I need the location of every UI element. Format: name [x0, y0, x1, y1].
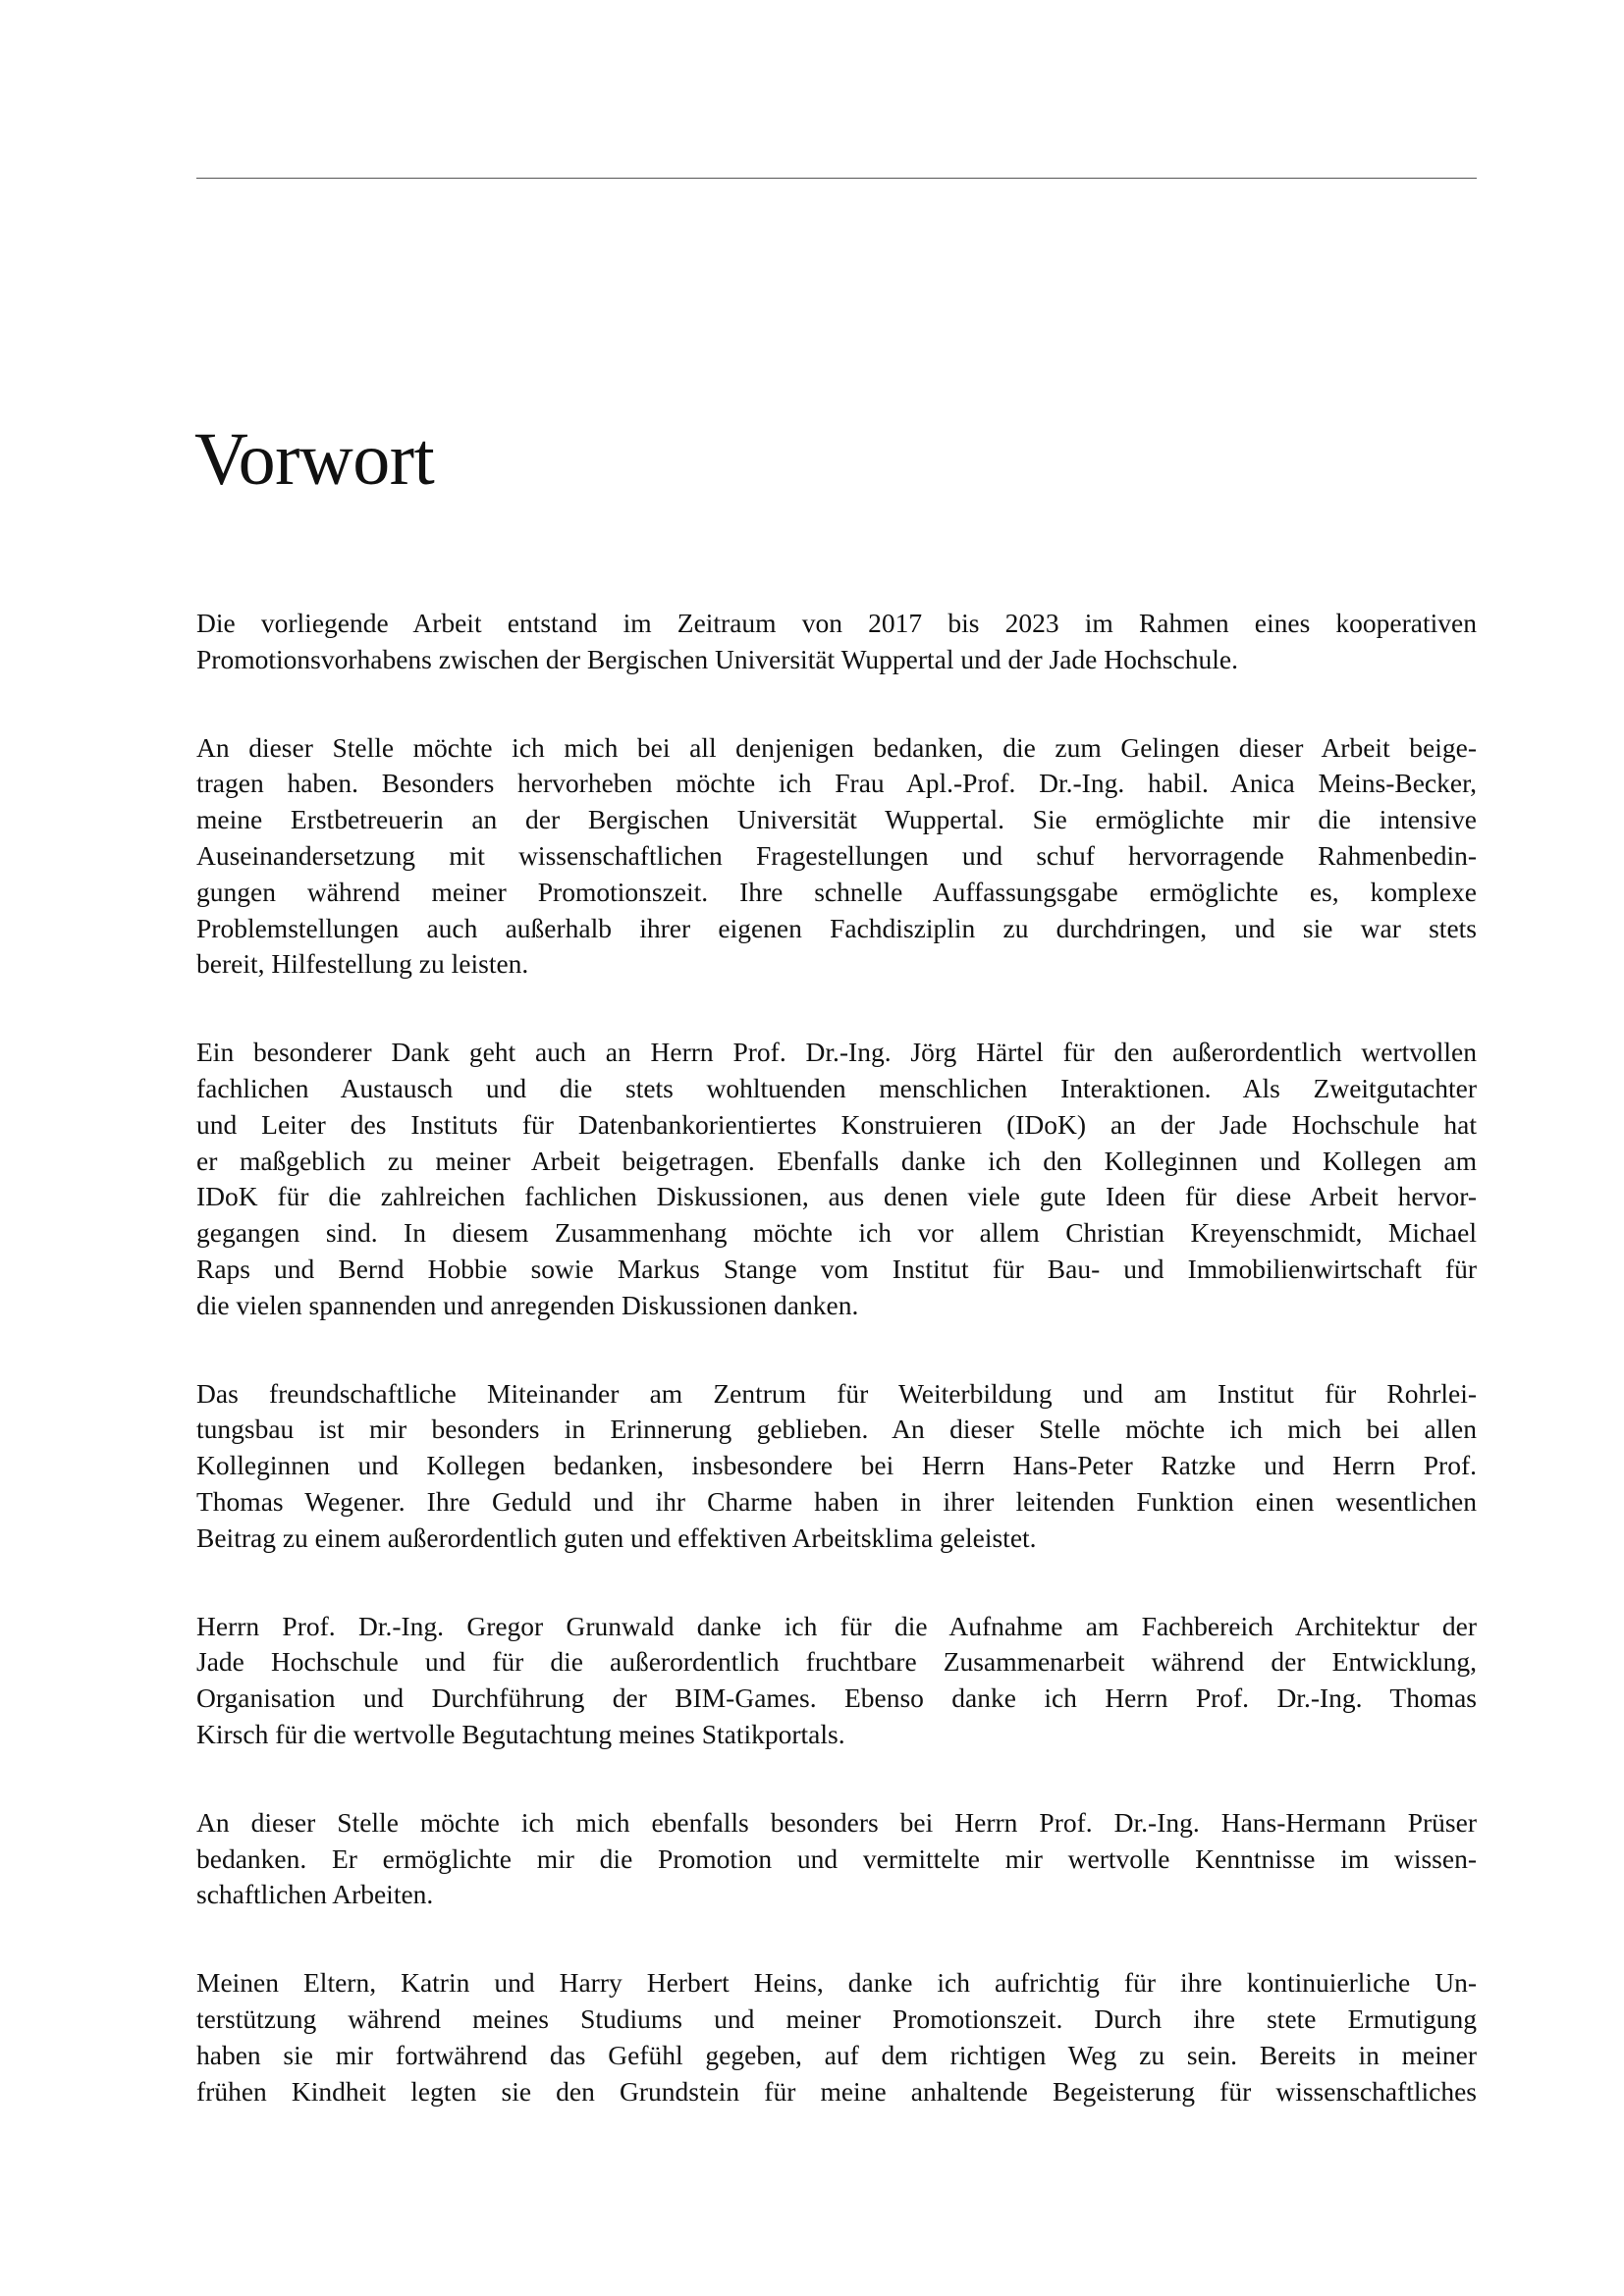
text-line: die vielen spannenden und anregenden Diskussionen danken.: [196, 1289, 859, 1320]
document-body: [196, 606, 1477, 2162]
paragraph: [196, 730, 1477, 984]
text-line: Ein besonderer Dank geht auch an Herrn Prof. Dr.-Ing. Jörg Härtel für den außerordentlich wertvollen: [196, 1037, 1477, 1068]
text-line: fachlichen Austausch und die stets wohltuenden menschlichen Interaktionen. Als Zweitgutachter: [196, 1072, 1477, 1103]
paragraph: [196, 1805, 1477, 1913]
text-line: Herrn Prof. Dr.-Ing. Gregor Grunwald danke ich für die Aufnahme am Fachbereich Architektur der: [196, 1610, 1477, 1641]
text-line: Thomas Wegener. Ihre Geduld und ihr Charme haben in ihrer leitenden Funktion einen wesentlichen: [196, 1485, 1477, 1517]
paragraph: [196, 606, 1477, 678]
text-line: bereit, Hilfestellung zu leisten.: [196, 948, 529, 980]
text-line: Promotionsvorhabens zwischen der Bergischen Universität Wuppertal und der Jade Hochschule.: [196, 643, 1238, 674]
text-line: meine Erstbetreuerin an der Bergischen Universität Wuppertal. Sie ermöglichte mir die intensive: [196, 804, 1477, 835]
header-rule: [196, 178, 1477, 179]
paragraph: [196, 1035, 1477, 1323]
text-line: er maßgeblich zu meiner Arbeit beigetragen. Ebenfalls danke ich den Kolleginnen und Kollegen am: [196, 1145, 1477, 1176]
text-line: tragen haben. Besonders hervorheben möchte ich Frau Apl.-Prof. Dr.-Ing. habil. Anica Meins-Becker,: [196, 768, 1477, 799]
paragraph: [196, 1965, 1477, 2109]
text-line: Das freundschaftliche Miteinander am Zentrum für Weiterbildung und am Institut für Rohrlei-: [196, 1377, 1477, 1409]
text-line: An dieser Stelle möchte ich mich bei all denjenigen bedanken, die zum Gelingen dieser Arbeit beige-: [196, 731, 1477, 763]
text-line: Jade Hochschule und für die außerordentlich fruchtbare Zusammenarbeit während der Entwicklung,: [196, 1646, 1477, 1678]
text-line: frühen Kindheit legten sie den Grundstein für meine anhaltende Begeisterung für wissenschaftliches: [196, 2075, 1477, 2107]
text-line: bedanken. Er ermöglichte mir die Promotion und vermittelte mir wertvolle Kenntnisse im wissen-: [196, 1842, 1477, 1874]
text-line: Meinen Eltern, Katrin und Harry Herbert Heins, danke ich aufrichtig für ihre kontinuierliche Un-: [196, 1967, 1477, 1999]
text-line: Kolleginnen und Kollegen bedanken, insbesondere bei Herrn Hans-Peter Ratzke und Herrn Prof.: [196, 1450, 1477, 1481]
paragraph: [196, 1376, 1477, 1557]
text-line: gegangen sind. In diesem Zusammenhang möchte ich vor allem Christian Kreyenschmidt, Michael: [196, 1217, 1477, 1249]
text-line: Organisation und Durchführung der BIM-Games. Ebenso danke ich Herrn Prof. Dr.-Ing. Thomas: [196, 1682, 1477, 1714]
text-line: und Leiter des Instituts für Datenbankorientiertes Konstruieren (IDoK) an der Jade Hochschule hat: [196, 1108, 1477, 1140]
text-line: schaftlichen Arbeiten.: [196, 1879, 434, 1910]
text-line: Kirsch für die wertvolle Begutachtung meines Statikportals.: [196, 1718, 845, 1749]
text-line: IDoK für die zahlreichen fachlichen Diskussionen, aus denen viele gute Ideen für diese Arbeit hervor-: [196, 1181, 1477, 1212]
text-line: An dieser Stelle möchte ich mich ebenfalls besonders bei Herrn Prof. Dr.-Ing. Hans-Hermann Prüser: [196, 1806, 1477, 1838]
text-line: Beitrag zu einem außerordentlich guten und effektiven Arbeitsklima geleistet.: [196, 1522, 1037, 1553]
text-line: haben sie mir fortwährend das Gefühl gegeben, auf dem richtigen Weg zu sein. Bereits in meiner: [196, 2039, 1477, 2070]
text-line: terstützung während meines Studiums und meiner Promotionszeit. Durch ihre stete Ermutigung: [196, 2002, 1477, 2034]
text-line: Auseinandersetzung mit wissenschaftlichen Fragestellungen und schuf hervorragende Rahmenbedin-: [196, 839, 1477, 871]
text-line: Die vorliegende Arbeit entstand im Zeitraum von 2017 bis 2023 im Rahmen eines kooperativen: [196, 608, 1477, 638]
page-title: Vorwort: [194, 418, 435, 501]
paragraph: [196, 1609, 1477, 1753]
text-line: gungen während meiner Promotionszeit. Ihre schnelle Auffassungsgabe ermöglichte es, komplexe: [196, 876, 1477, 907]
text-line: Problemstellungen auch außerhalb ihrer eigenen Fachdisziplin zu durchdringen, und sie war stets: [196, 912, 1477, 943]
text-line: Raps und Bernd Hobbie sowie Markus Stange vom Institut für Bau- und Immobilienwirtschaft für: [196, 1253, 1477, 1284]
text-line: tungsbau ist mir besonders in Erinnerung geblieben. An dieser Stelle möchte ich mich bei allen: [196, 1414, 1477, 1445]
